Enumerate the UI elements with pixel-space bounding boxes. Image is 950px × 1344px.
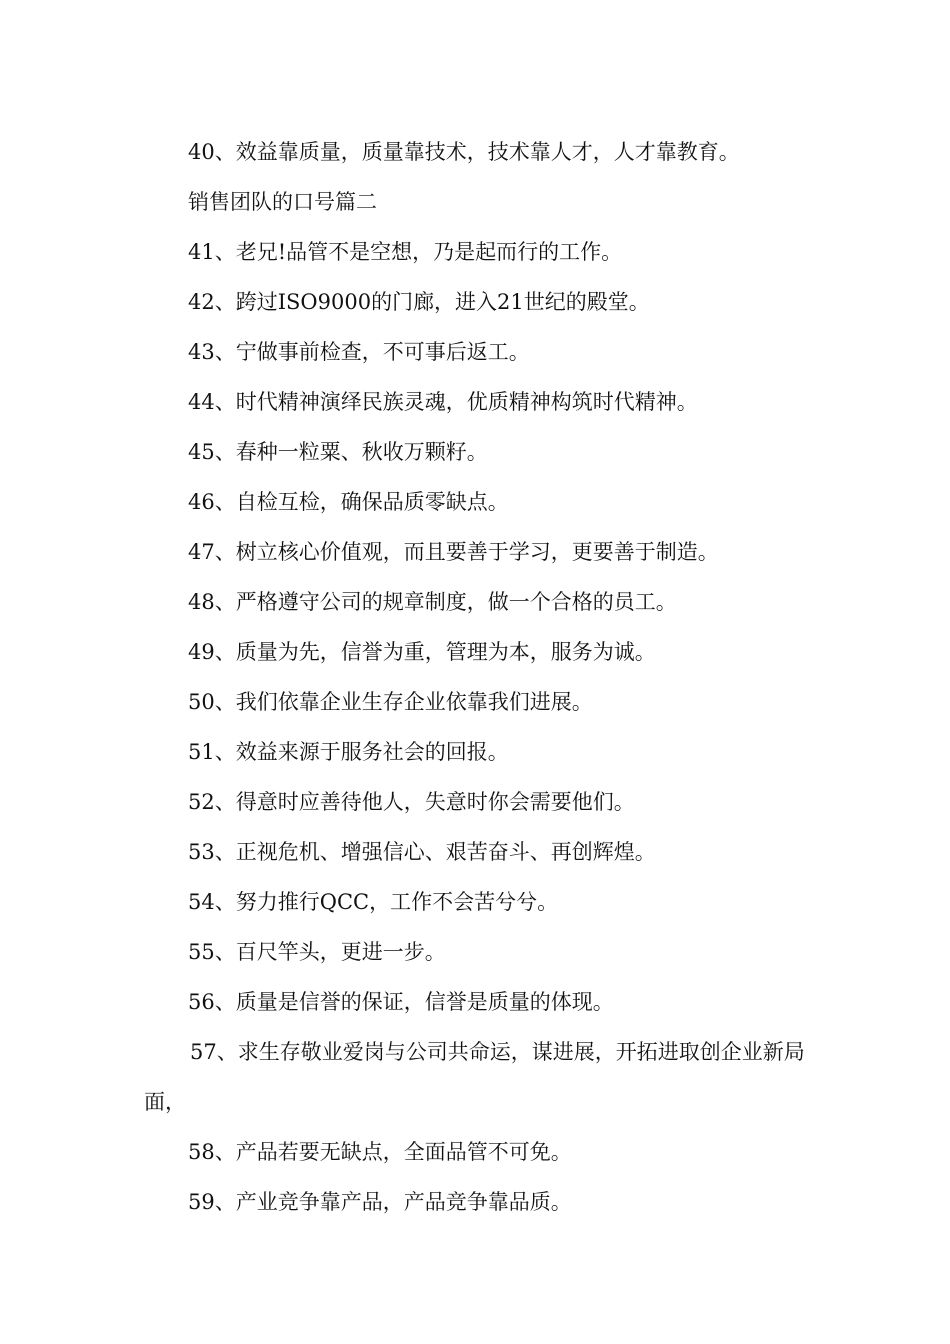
paragraph-42: 42、跨过ISO9000的门廊，进入21世纪的殿堂。 <box>188 290 650 314</box>
paragraph-43: 43、宁做事前检查，不可事后返工。 <box>188 340 530 364</box>
paragraph-57: 57、求生存敬业爱岗与公司共命运，谋进展，开拓进取创企业新局面， <box>144 1040 805 1114</box>
paragraph-47: 47、树立核心价值观，而且要善于学习，更要善于制造。 <box>188 540 719 564</box>
paragraph-50: 50、我们依靠企业生存企业依靠我们进展。 <box>188 690 593 714</box>
paragraph-51: 51、效益来源于服务社会的回报。 <box>188 740 509 764</box>
paragraph-52: 52、得意时应善待他人，失意时你会需要他们。 <box>188 790 635 814</box>
paragraph-48: 48、严格遵守公司的规章制度，做一个合格的员工。 <box>188 590 677 614</box>
paragraph-45: 45、春种一粒粟、秋收万颗籽。 <box>188 440 488 464</box>
document-body <box>144 127 814 1227</box>
paragraph-40: 40、效益靠质量，质量靠技术，技术靠人才，人才靠教育。 <box>188 140 740 164</box>
paragraph-53: 53、正视危机、增强信心、艰苦奋斗、再创辉煌。 <box>188 840 656 864</box>
paragraph-46: 46、自检互检，确保品质零缺点。 <box>188 490 509 514</box>
paragraph-56: 56、质量是信誉的保证，信誉是质量的体现。 <box>188 990 614 1014</box>
paragraph-58: 58、产品若要无缺点，全面品管不可免。 <box>188 1140 572 1164</box>
paragraph-54: 54、努力推行QCC，工作不会苦兮兮。 <box>188 890 559 914</box>
paragraph-44: 44、时代精神演绎民族灵魂，优质精神构筑时代精神。 <box>188 390 698 414</box>
paragraph-41: 41、老兄!品管不是空想，乃是起而行的工作。 <box>188 240 623 264</box>
paragraph-59: 59、产业竞争靠产品，产品竞争靠品质。 <box>188 1190 572 1214</box>
paragraph-55: 55、百尺竿头，更进一步。 <box>188 940 446 964</box>
paragraph-49: 49、质量为先，信誉为重，管理为本，服务为诚。 <box>188 640 656 664</box>
section-heading: 销售团队的口号篇二 <box>188 190 377 214</box>
